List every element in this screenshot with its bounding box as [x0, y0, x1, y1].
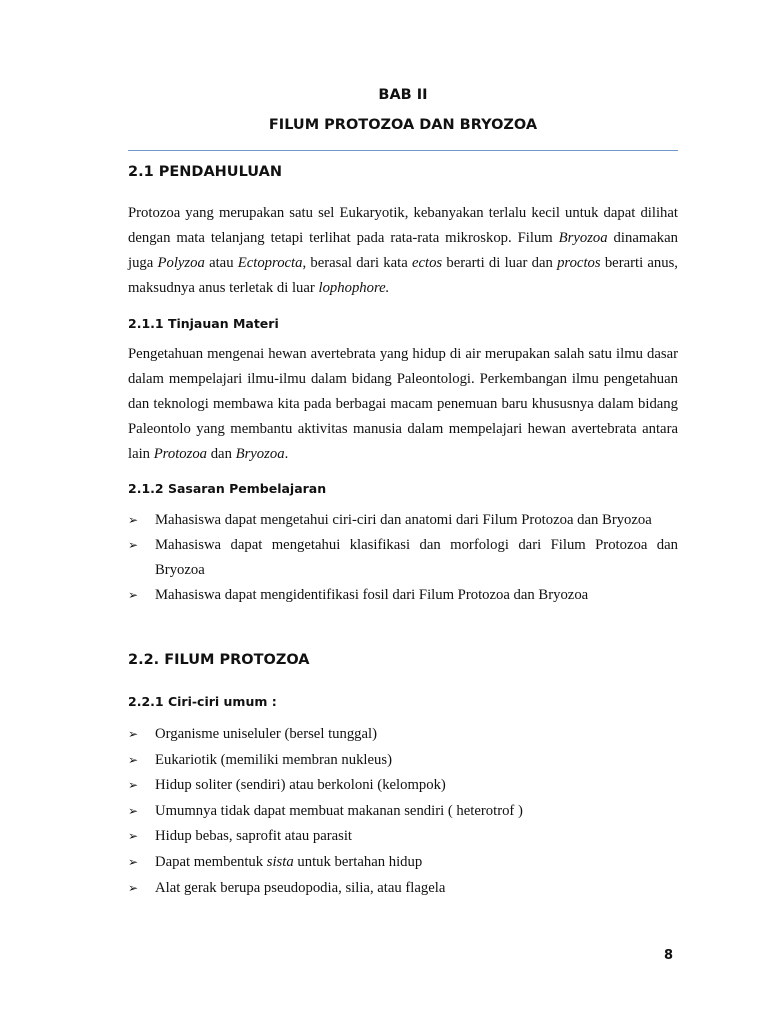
- list-item-text: Eukariotik (memiliki membran nukleus): [155, 751, 392, 768]
- section-heading-2-1: 2.1 PENDAHULUAN: [128, 164, 282, 180]
- arrow-bullet-icon: ➢: [128, 778, 139, 793]
- text-run: atau: [204, 255, 238, 271]
- objectives-list: [128, 508, 678, 608]
- list-item: [128, 799, 678, 825]
- section-heading-2-1-1: 2.1.1 Tinjauan Materi: [128, 316, 279, 331]
- characteristics-list: [128, 722, 678, 901]
- arrow-bullet-icon: ➢: [128, 803, 139, 818]
- list-item-text: Alat gerak berupa pseudopodia, silia, atau flagela: [155, 879, 446, 896]
- list-item: [128, 824, 678, 850]
- chapter-number: BAB II: [378, 87, 428, 103]
- list-item: [128, 533, 678, 583]
- arrow-bullet-icon: ➢: [128, 880, 139, 895]
- tinjauan-paragraph: [128, 342, 678, 467]
- arrow-bullet-icon: ➢: [128, 538, 139, 552]
- arrow-bullet-icon: ➢: [128, 513, 139, 527]
- list-item-text: Organisme uniseluler (bersel tunggal): [155, 726, 378, 742]
- italic-term: Bryozoa: [235, 446, 285, 462]
- list-item: [128, 722, 678, 748]
- section-heading-2-1-2: 2.1.2 Sasaran Pembelajaran: [128, 481, 327, 496]
- text-run: , berasal dari kata: [302, 255, 412, 271]
- italic-term: proctos: [557, 255, 601, 271]
- list-item-text: Mahasiswa dapat mengidentifikasi fosil dari Filum Protozoa dan Bryozoa: [155, 587, 589, 603]
- text-run: dan: [207, 446, 236, 462]
- italic-term: Bryozoa: [558, 230, 608, 246]
- arrow-bullet-icon: ➢: [128, 752, 139, 767]
- list-item: [128, 583, 678, 608]
- arrow-bullet-icon: ➢: [128, 727, 139, 741]
- title-divider: [128, 150, 678, 151]
- list-item-text: untuk bertahan hidup: [293, 853, 423, 870]
- chapter-title: FILUM PROTOZOA DAN BRYOZOA: [268, 117, 538, 133]
- list-item: [128, 850, 678, 876]
- text-run: Pengetahuan mengenai hewan avertebrata yang hidup di air merupakan salah satu ilmu dasar dalam mempelajari ilmu-ilmu dalam bidang Paleontologi. Perkembangan ilmu pengetahuan dan teknologi membawa kita pada berbagai macam penemuan baru khususnya dalam bidang Paleontolo yang membantu aktivitas manusia dalam mempelajari hewan avertebrata antara lain: [128, 346, 678, 462]
- list-item: [128, 876, 678, 902]
- italic-term: Polyzoa: [157, 255, 205, 271]
- list-item-text: Dapat membentuk: [155, 853, 267, 870]
- list-item-text: Umumnya tidak dapat membuat makanan sendiri ( heterotrof ): [155, 802, 523, 819]
- italic-term: sista: [266, 853, 294, 870]
- list-item: [128, 508, 678, 533]
- section-heading-2-2: 2.2. FILUM PROTOZOA: [128, 652, 310, 668]
- section-heading-2-2-1: 2.2.1 Ciri-ciri umum :: [128, 694, 277, 709]
- italic-term: lophophore.: [318, 280, 390, 296]
- text-run: Protozoa yang merupakan satu sel Eukaryotik, kebanyakan terlalu kecil untuk dapat dilihat dengan mata telanjang tetapi terlihat pada rata-rata mikroskop. Filum: [128, 205, 678, 246]
- text-run: berarti anus, maksudnya anus terletak di luar: [128, 255, 678, 296]
- list-item-text: Hidup soliter (sendiri) atau berkoloni (kelompok): [155, 777, 446, 794]
- page-number: 8: [664, 948, 674, 963]
- document-page: [128, 0, 678, 1024]
- text-run: .: [284, 446, 289, 462]
- arrow-bullet-icon: ➢: [128, 829, 139, 844]
- list-item: [128, 773, 678, 799]
- text-run: dinamakan juga: [128, 230, 678, 271]
- italic-term: Ectoprocta: [237, 255, 303, 271]
- arrow-bullet-icon: ➢: [128, 854, 139, 869]
- italic-term: ectos: [411, 255, 443, 271]
- list-item-text: Mahasiswa dapat mengetahui klasifikasi dan morfologi dari Filum Protozoa dan Bryozoa: [155, 537, 678, 578]
- intro-paragraph: [128, 201, 678, 301]
- arrow-bullet-icon: ➢: [128, 588, 139, 602]
- list-item: [128, 748, 678, 774]
- italic-term: Protozoa: [153, 446, 208, 462]
- list-item-text: Hidup bebas, saprofit atau parasit: [155, 828, 352, 845]
- text-run: berarti di luar dan: [442, 255, 558, 271]
- list-item-text: Mahasiswa dapat mengetahui ciri-ciri dan anatomi dari Filum Protozoa dan Bryozoa: [155, 512, 652, 528]
